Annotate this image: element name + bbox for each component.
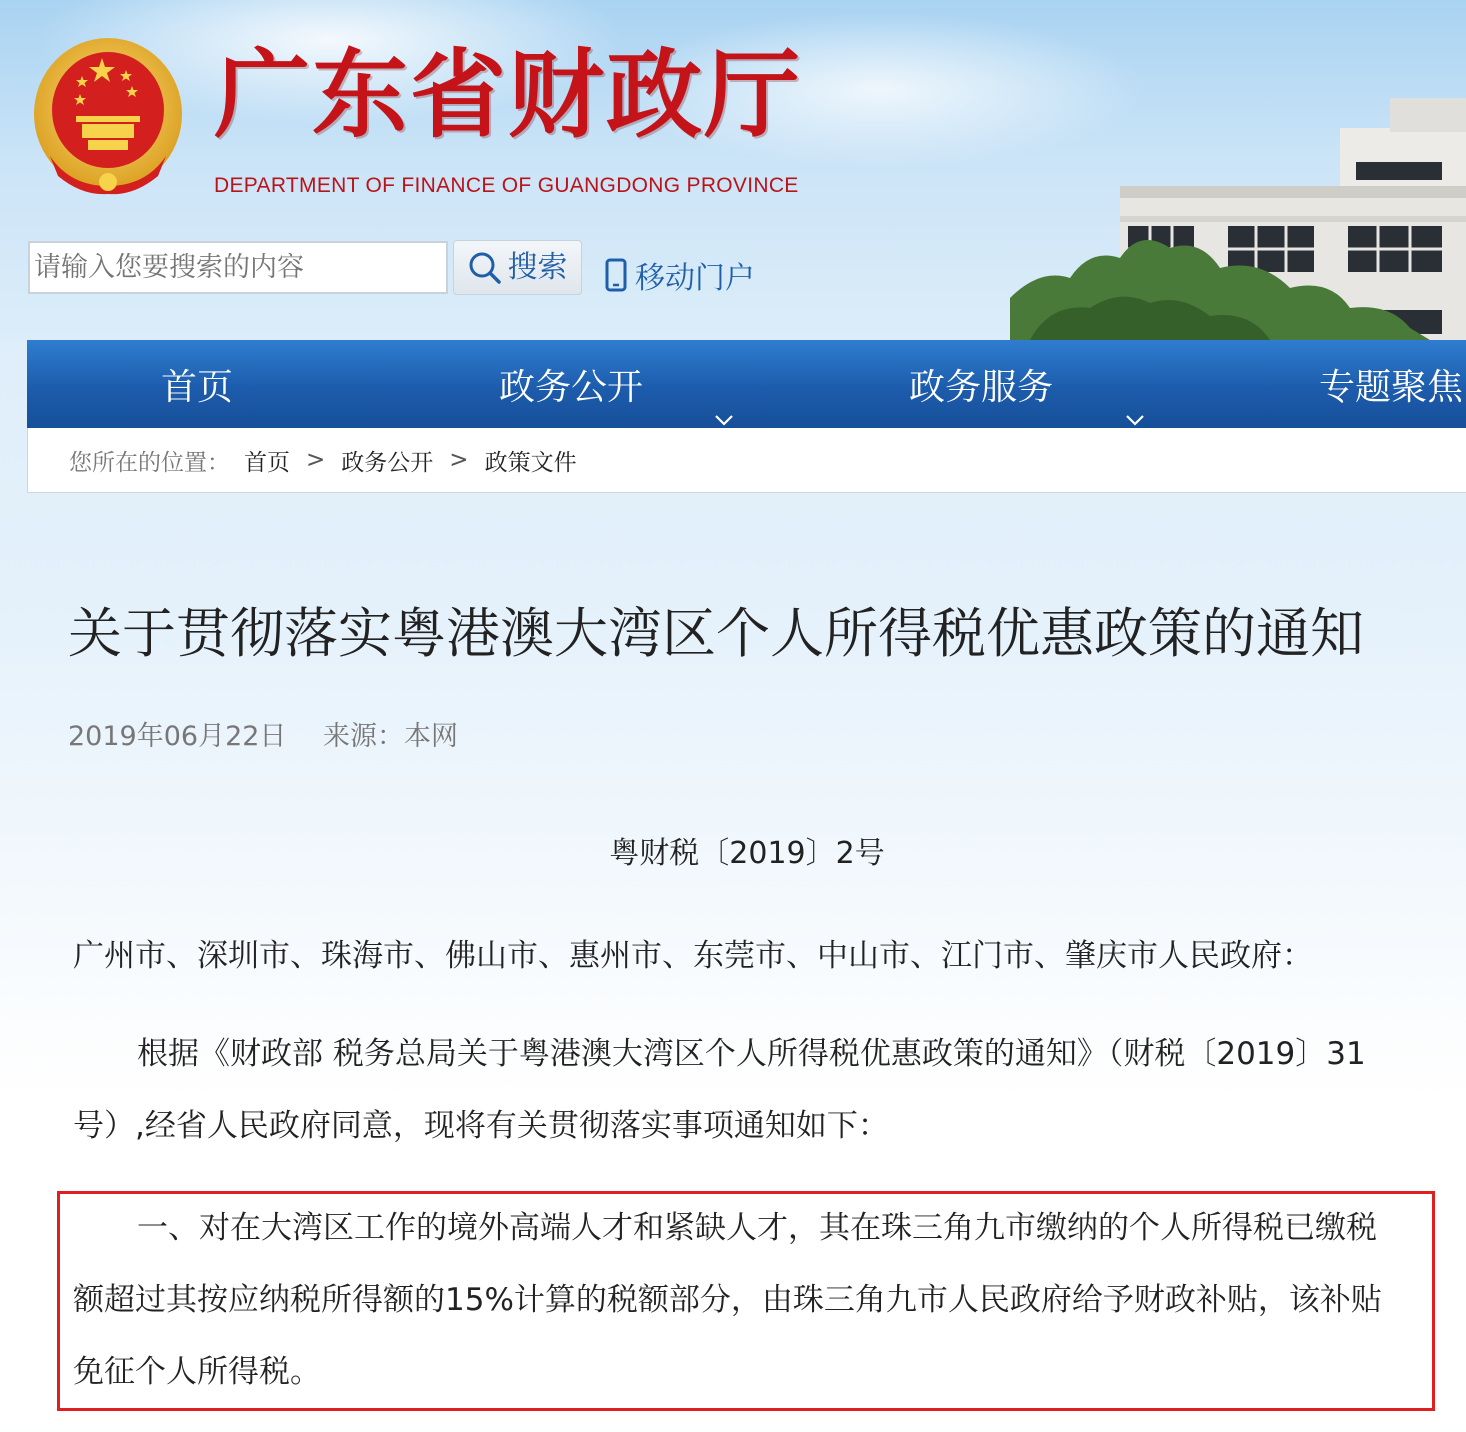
breadcrumb-separator: > <box>306 447 326 473</box>
addressee: 广州市、深圳市、珠海市、佛山市、惠州市、东莞市、中山市、江门市、肇庆市人民政府： <box>73 938 1313 974</box>
nav-item-label: 政务公开 <box>499 366 644 408</box>
nav-item-label: 政务服务 <box>909 366 1054 408</box>
breadcrumb-separator: > <box>449 447 469 473</box>
document-number: 粤财税〔2019〕2号 <box>609 836 885 871</box>
paragraph-intro <box>73 1018 1423 1162</box>
site-subtitle: DEPARTMENT OF FINANCE OF GUANGDONG PROVINCE <box>214 174 799 197</box>
breadcrumb-government-affairs[interactable]: 政务公开 <box>341 449 434 476</box>
nav-item-home[interactable] <box>161 340 233 428</box>
nav-item-label: 专题聚焦 <box>1319 366 1464 408</box>
article-title: 关于贯彻落实粤港澳大湾区个人所得税优惠政策的通知 <box>68 602 1364 665</box>
paragraph-line: 额超过其按应纳税所得额的15%计算的税额部分，由珠三角九市人民政府给予财政补贴，该补贴 <box>73 1282 1382 1318</box>
mobile-portal-link[interactable] <box>605 253 755 297</box>
article-meta <box>68 714 458 753</box>
paragraph-line: 一、对在大湾区工作的境外高端人才和紧缺人才，其在珠三角九市缴纳的个人所得税已缴税 <box>137 1210 1377 1246</box>
paragraph-line: 号）,经省人民政府同意，现将有关贯彻落实事项通知如下： <box>73 1108 889 1144</box>
building-image <box>1010 88 1466 340</box>
paragraph-item-one <box>73 1192 1423 1408</box>
mobile-phone-icon <box>605 258 627 292</box>
nav-item-government-services[interactable] <box>909 340 1053 428</box>
paragraph-line: 免征个人所得税。 <box>73 1354 321 1390</box>
national-emblem-icon <box>30 36 186 196</box>
search-input[interactable] <box>28 241 448 294</box>
nav-item-special-topics[interactable] <box>1319 340 1463 428</box>
main-nav <box>27 340 1466 428</box>
article-date: 2019年06月22日 <box>68 721 287 752</box>
breadcrumb <box>27 428 1466 493</box>
search-icon <box>468 251 502 285</box>
nav-item-government-affairs[interactable] <box>499 340 643 428</box>
search-button-label: 搜索 <box>507 249 568 285</box>
search-button[interactable] <box>453 240 582 295</box>
breadcrumb-home[interactable]: 首页 <box>244 449 290 476</box>
article-source: 来源：本网 <box>323 721 459 752</box>
nav-item-label: 首页 <box>161 366 234 408</box>
breadcrumb-prefix: 您所在的位置： <box>69 449 230 476</box>
site-title: 广东省财政厅 <box>214 38 802 151</box>
site-header <box>0 0 1466 340</box>
breadcrumb-policy-documents[interactable]: 政策文件 <box>484 449 577 476</box>
paragraph-line: 根据《财政部 税务总局关于粤港澳大湾区个人所得税优惠政策的通知》（财税〔2019〕31 <box>137 1036 1366 1072</box>
mobile-portal-label: 移动门户 <box>635 261 755 296</box>
